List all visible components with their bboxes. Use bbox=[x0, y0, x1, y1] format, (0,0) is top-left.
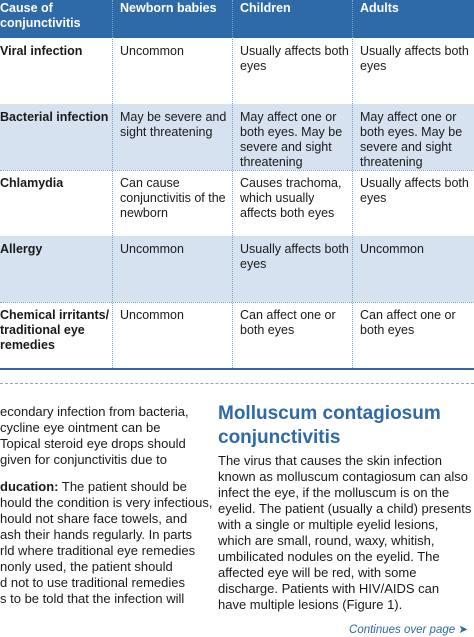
continues-over-page-link[interactable] bbox=[349, 622, 468, 636]
cause-cell: Bacterial infection bbox=[0, 110, 109, 124]
column-divider bbox=[352, 0, 354, 368]
adults-cell: Uncommon bbox=[360, 242, 424, 256]
section-divider bbox=[0, 383, 474, 384]
text-line: with a single or multiple eyelid lesions, bbox=[218, 517, 439, 532]
text-line: s to be told that the infection will bbox=[0, 591, 185, 606]
molluscum-paragraph bbox=[218, 453, 470, 613]
column-divider bbox=[112, 0, 114, 368]
text-line: eyelid. The patient (usually a child) presents bbox=[218, 501, 472, 516]
table-row bbox=[0, 236, 474, 302]
adults-cell: Usually affects both eyes bbox=[360, 176, 469, 205]
text-line: have multiple lesions (Figure 1). bbox=[218, 597, 403, 612]
newborn-cell: Uncommon bbox=[120, 44, 184, 58]
children-cell: Usually affects both eyes bbox=[240, 44, 349, 73]
children-cell: Can affect one or both eyes bbox=[240, 308, 336, 337]
text-line: ash their hands regularly. In parts bbox=[0, 527, 192, 542]
table-row bbox=[0, 38, 474, 104]
cause-cell: Chlamydia bbox=[0, 176, 64, 190]
table-bottom-rule bbox=[0, 368, 474, 370]
text-line: hould not share face towels, and bbox=[0, 511, 188, 526]
education-paragraph-start bbox=[0, 479, 196, 495]
text-line: d not to use traditional remedies bbox=[0, 575, 185, 590]
children-cell: Causes trachoma, which usually affects both eyes bbox=[240, 176, 342, 220]
header-adults: Adults bbox=[360, 1, 399, 15]
newborn-cell: Uncommon bbox=[120, 242, 184, 256]
table-row bbox=[0, 170, 474, 236]
cause-cell: Viral infection bbox=[0, 44, 83, 58]
text-line: Topical steroid eye drops should bbox=[0, 436, 186, 451]
text-line: umbilicated nodules on the eyelid. The bbox=[218, 549, 440, 564]
arrow-right-icon: ➤ bbox=[458, 624, 468, 636]
table-row bbox=[0, 302, 474, 368]
continues-label: Continues over page bbox=[349, 624, 456, 636]
cause-cell: Allergy bbox=[0, 242, 43, 256]
header-cause: Cause of conjunctivitis bbox=[0, 1, 81, 30]
text-line: hould the condition is very infectious, bbox=[0, 495, 213, 510]
text-line: cycline eye ointment can be bbox=[0, 420, 161, 435]
left-column-text bbox=[0, 404, 213, 607]
table-row bbox=[0, 104, 474, 170]
text-line: discharge. Patients with HIV/AIDS can bbox=[218, 581, 440, 596]
section-heading: Molluscum contagiosum conjunctivitis bbox=[218, 403, 441, 448]
table-header-row bbox=[0, 0, 474, 38]
adults-cell: Can affect one or both eyes bbox=[360, 308, 456, 337]
children-cell: May affect one or both eyes. May be severe and sight threatening bbox=[240, 110, 343, 169]
text-line: known as molluscum contagiosum can also bbox=[218, 469, 469, 484]
text-line: econdary infection from bacteria, bbox=[0, 404, 189, 419]
newborn-cell: May be severe and sight threatening bbox=[120, 110, 227, 139]
text-line: affected eye will be red, with some bbox=[218, 565, 417, 580]
header-children: Children bbox=[240, 1, 291, 15]
adults-cell: May affect one or both eyes. May be severe and sight threatening bbox=[360, 110, 463, 169]
text-line: infect the eye, if the molluscum is on the bbox=[218, 485, 450, 500]
text-line: nonly used, the patient should bbox=[0, 559, 173, 574]
newborn-cell: Uncommon bbox=[120, 308, 184, 322]
text-fragment: The patient should be bbox=[58, 479, 187, 494]
education-label: ducation: bbox=[0, 479, 59, 494]
cause-cell: Chemical irritants/ traditional eye remedies bbox=[0, 308, 110, 352]
adults-cell: Usually affects both eyes bbox=[360, 44, 469, 73]
text-line: rld where traditional eye remedies bbox=[0, 543, 196, 558]
newborn-cell: Can cause conjunctivitis of the newborn bbox=[120, 176, 226, 220]
text-line: which are small, round, waxy, whitish, bbox=[218, 533, 435, 548]
children-cell: Usually affects both eyes bbox=[240, 242, 349, 271]
header-newborn: Newborn babies bbox=[120, 1, 217, 15]
text-line: The virus that causes the skin infection bbox=[218, 453, 443, 468]
text-line: given for conjunctivitis due to bbox=[0, 452, 167, 467]
column-divider bbox=[232, 0, 234, 368]
